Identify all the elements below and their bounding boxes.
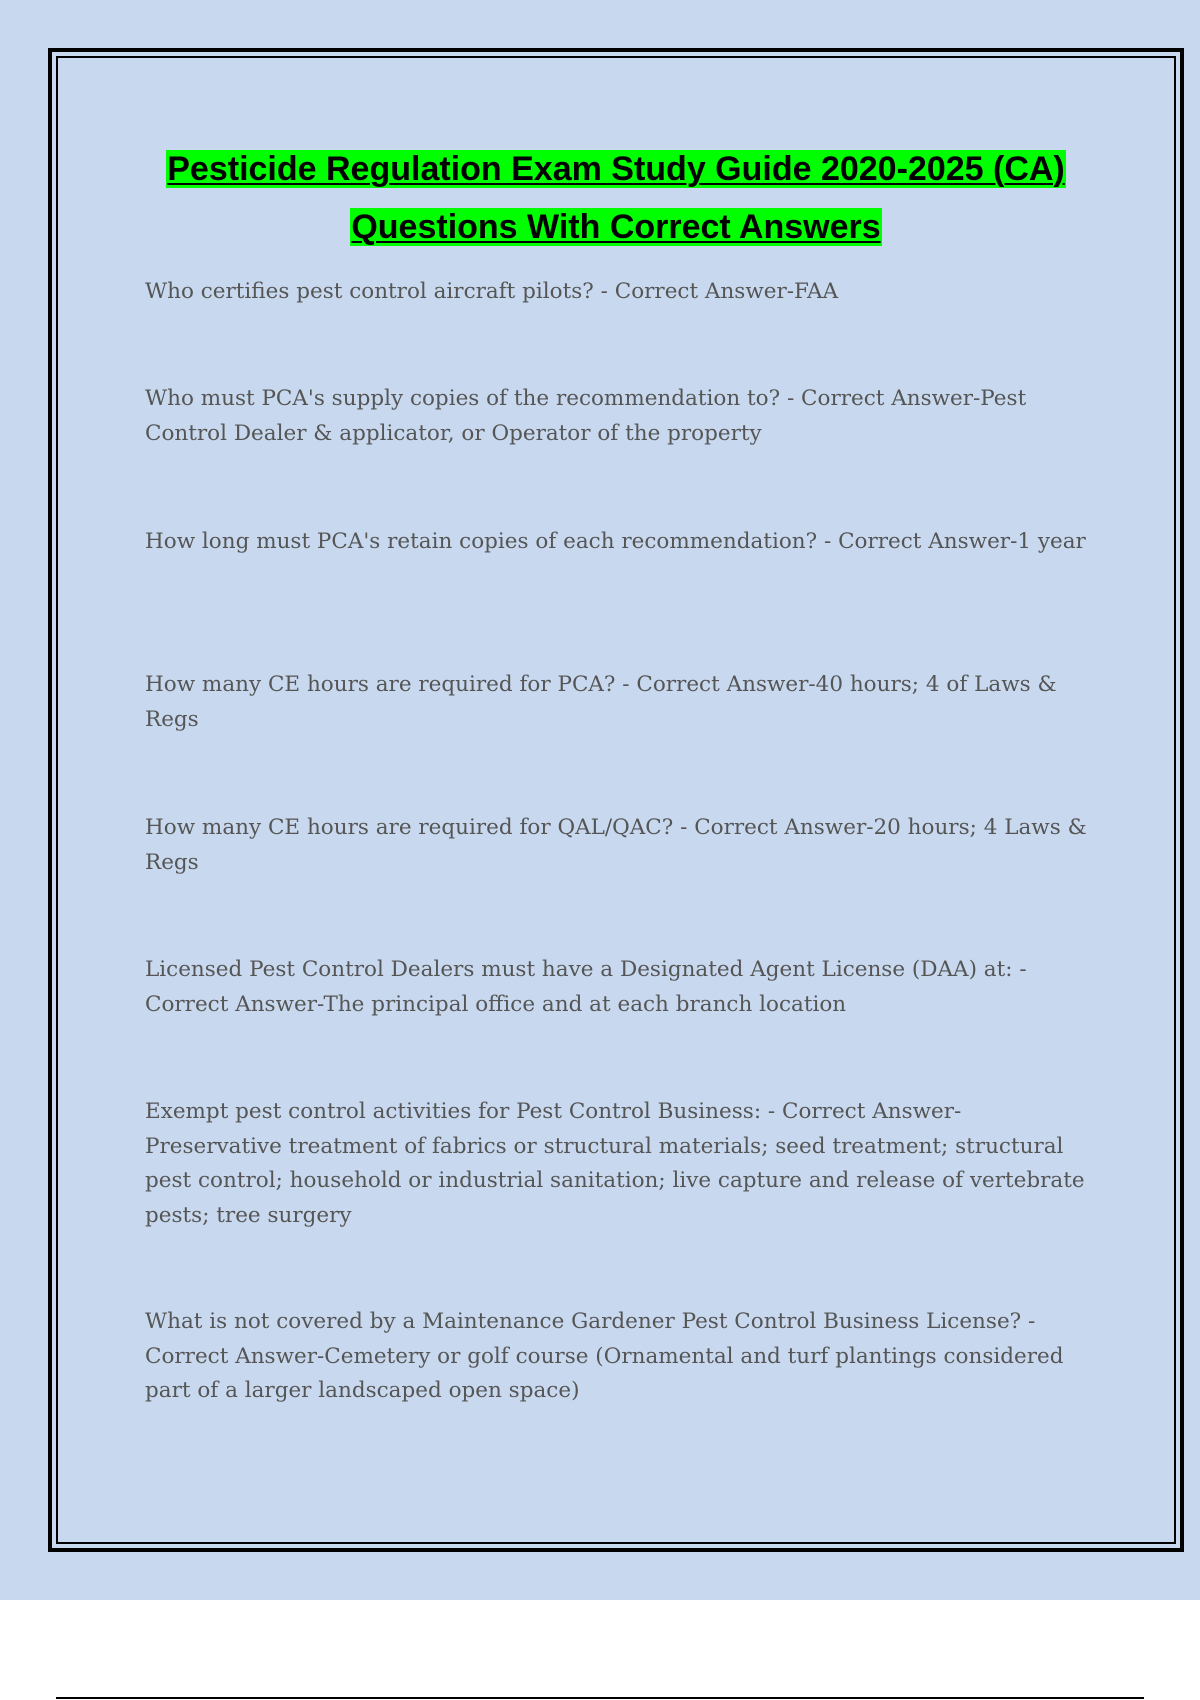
qa-item-8: What is not covered by a Maintenance Gardener Pest Control Business License? - Correct Answer-Cemetery or golf course (Ornamental and turf plantings considered part of a larger landscaped open space) [145, 1309, 1064, 1403]
qa-item-7: Exempt pest control activities for Pest Control Business: - Correct Answer-Preservative treatment of fabrics or structural materials; seed treatment; structural pest control; household or industrial sanitation; live capture and release of vertebrate pests; tree surgery [145, 1099, 1085, 1228]
qa-item-3: How long must PCA's retain copies of each recommendation? - Correct Answer-1 year [145, 529, 1086, 554]
footer-rule [56, 1697, 1144, 1699]
qa-item-5: How many CE hours are required for QAL/QAC? - Correct Answer-20 hours; 4 Laws & Regs [145, 815, 1087, 875]
title-line-2: Questions With Correct Answers [351, 208, 881, 246]
title-line-1: Pesticide Regulation Exam Study Guide 2020-2025 (CA) [167, 150, 1065, 188]
qa-item-4: How many CE hours are required for PCA? - Correct Answer-40 hours; 4 of Laws & Regs [145, 672, 1057, 732]
document-title [60, 140, 1172, 256]
qa-item-1: Who certifies pest control aircraft pilots? - Correct Answer-FAA [145, 279, 839, 304]
qa-item-6: Licensed Pest Control Dealers must have a Designated Agent License (DAA) at: - Correct Answer-The principal office and at each branch location [145, 957, 1027, 1017]
qa-item-2: Who must PCA's supply copies of the recommendation to? - Correct Answer-Pest Control Dealer & applicator, or Operator of the property [145, 386, 1027, 446]
